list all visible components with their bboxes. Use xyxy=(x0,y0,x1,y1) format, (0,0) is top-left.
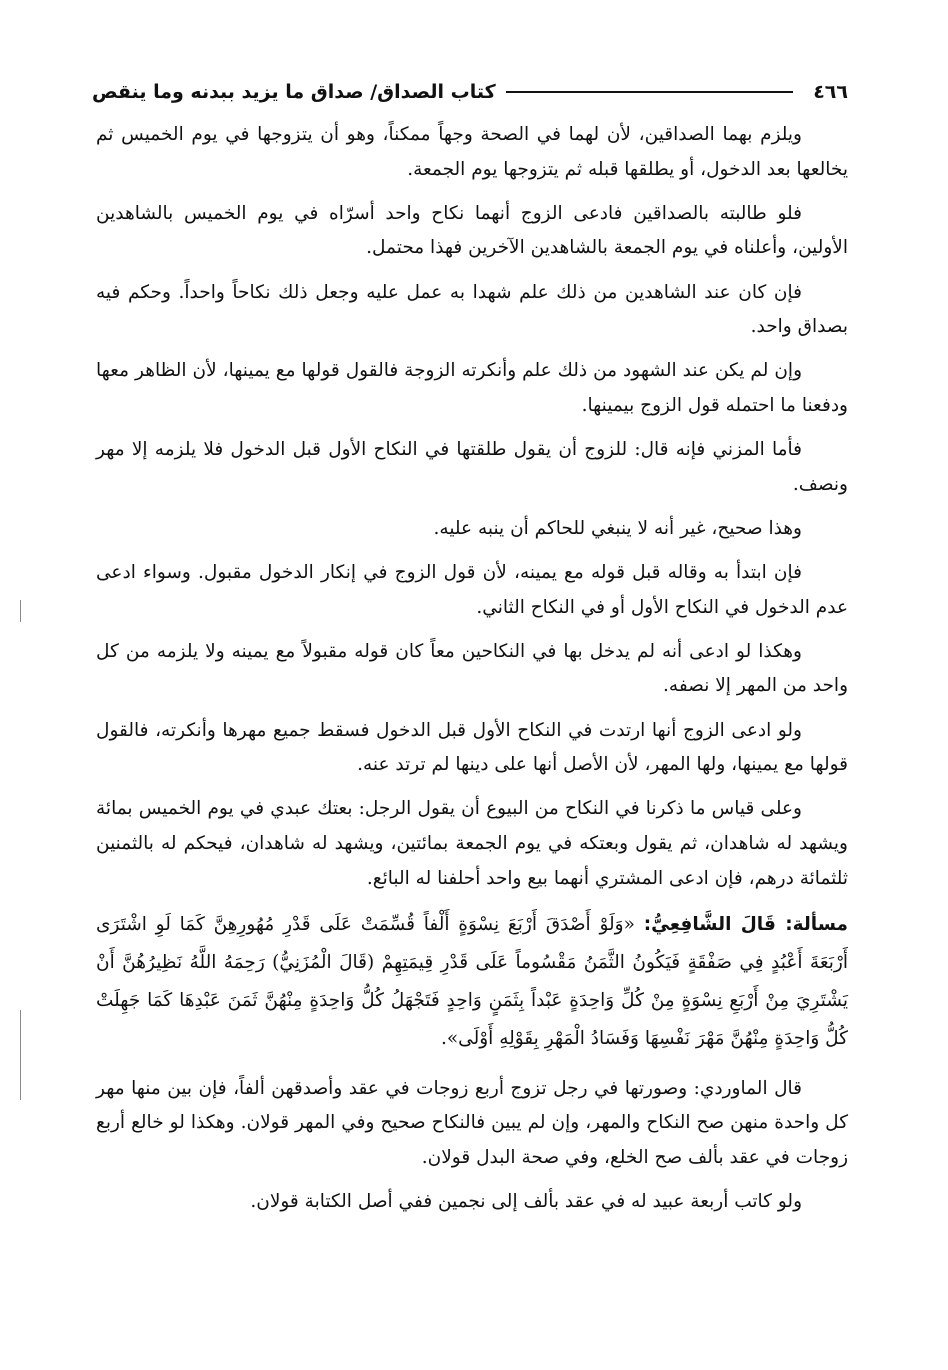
paragraph: ويلزم بهما الصداقين، لأن لهما في الصحة وجهاً ممكناً، وهو أن يتزوجها في يوم الخميس ثم يخالعها بعد الدخول، أو يطلقها قبله ثم يتزوجها يوم الجمعة. xyxy=(96,124,848,180)
paragraph: وإن لم يكن عند الشهود من ذلك علم وأنكرته الزوجة فالقول قولها مع يمينها، لأن الظاهر معها ودفعنا ما احتمله قول الزوج بيمينها. xyxy=(96,360,848,416)
page-body xyxy=(96,118,848,1229)
masala-heading: مسألة: قَالَ الشَّافِعِيُّ: xyxy=(643,913,848,935)
paragraph: وهذا صحيح، غير أنه لا ينبغي للحاكم أن ينبه عليه. xyxy=(433,517,802,539)
header-rule xyxy=(506,91,794,93)
paragraph: وعلى قياس ما ذكرنا في النكاح من البيوع أن يقول الرجل: بعتك عبدي في يوم الخميس بمائة ويشهد له شاهدان، ثم يقول وبعتكه في يوم الجمعة بمائتين، ويشهد له شاهدان، فيحكم له بالثمنين ثلثمائة درهم، فإن ادعى المشتري أنهما بيع واحد أحلفنا له البائع. xyxy=(96,798,848,889)
paragraph: فلو طالبته بالصداقين فادعى الزوج أنهما نكاح واحد أسرّاه في يوم الخميس بالشاهدين الأولين، وأعلناه في يوم الجمعة بالشاهدين الآخرين فهذا محتمل. xyxy=(96,202,848,259)
paragraph: فإن ابتدأ به وقاله قبل قوله مع يمينه، لأن قول الزوج في إنكار الدخول مقبول. وسواء ادعى عدم الدخول في النكاح الأول أو في النكاح الثاني. xyxy=(96,562,848,618)
paragraph: قال الماوردي: وصورتها في رجل تزوج أربع زوجات في عقد وأصدقهن ألفاً، فإن بين منها مهر كل واحدة منهن صح النكاح والمهر، وإن لم يبين فالنكاح صحيح وفي المهر قولان. وهكذا لو خالع أربع زوجات في عقد بألف صح الخلع، وفي صحة البدل قولان. xyxy=(96,1077,848,1168)
paragraph: ولو ادعى الزوج أنها ارتدت في النكاح الأول قبل الدخول فسقط جميع مهرها وأنكرته، فالقول قولها مع يمينها، ولها المهر، لأن الأصل أنها على دينها لم ترتد عنه. xyxy=(96,719,848,776)
page-number: ٤٦٦ xyxy=(813,81,848,103)
paragraph: فإن كان عند الشاهدين من ذلك علم شهدا به عمل عليه وجعل ذلك نكاحاً واحداً. وحكم فيه بصداق واحد. xyxy=(96,281,848,338)
masala-paragraph xyxy=(96,906,848,1058)
masala-quote: «وَلَوْ أَصْدَقَ أَرْبَعَ نِسْوَةٍ أَلْفاً قُسِّمَتْ عَلَى قَدْرِ مُهُورِهِنَّ كَمَا لَوِ اشْتَرَى أَرْبَعَةَ أَعْبُدٍ فِي صَفْقَةٍ فَيَكُونُ الثَّمَنُ مَقْسُوماً عَلَى قَدْرِ قِيمَتِهِمْ (قَالَ الْمُزَنِيُّ) رَحِمَهُ اللَّهُ نَظِيرُهُنَّ أَنْ يَشْتَرِيَ مِنْ أَرْبَعِ نِسْوَةٍ مِنْ كُلِّ وَاحِدَةٍ عَبْداً بِثَمَنٍ وَاحِدٍ فَتَجْهَلُ كُلُّ وَاحِدَةٍ مِنْهُنَّ ثَمَنَ عَبْدِهَا كَمَا جَهِلَتْ كُلُّ وَاحِدَةٍ مِنْهُنَّ مَهْرَ نَفْسِهَا وَفَسَادُ الْمَهْرِ بِقَوْلِهِ أَوْلَى». xyxy=(96,913,848,1049)
paragraph: ولو كاتب أربعة عبيد له في عقد بألف إلى نجمين ففي أصل الكتابة قولان. xyxy=(250,1191,802,1213)
paragraph: وهكذا لو ادعى أنه لم يدخل بها في النكاحين معاً كان قوله مقبولاً مع يمينه ولا يلزمه من كل واحد من المهر إلا نصفه. xyxy=(96,640,848,697)
running-header xyxy=(92,72,848,112)
scan-margin-mark xyxy=(20,1010,21,1100)
scan-margin-mark xyxy=(20,600,21,622)
running-title: كتاب الصداق/ صداق ما يزيد ببدنه وما ينقص xyxy=(92,81,496,103)
paragraph: فأما المزني فإنه قال: للزوج أن يقول طلقتها في النكاح الأول قبل الدخول فلا يلزمه إلا مهر ونصف. xyxy=(96,439,848,495)
